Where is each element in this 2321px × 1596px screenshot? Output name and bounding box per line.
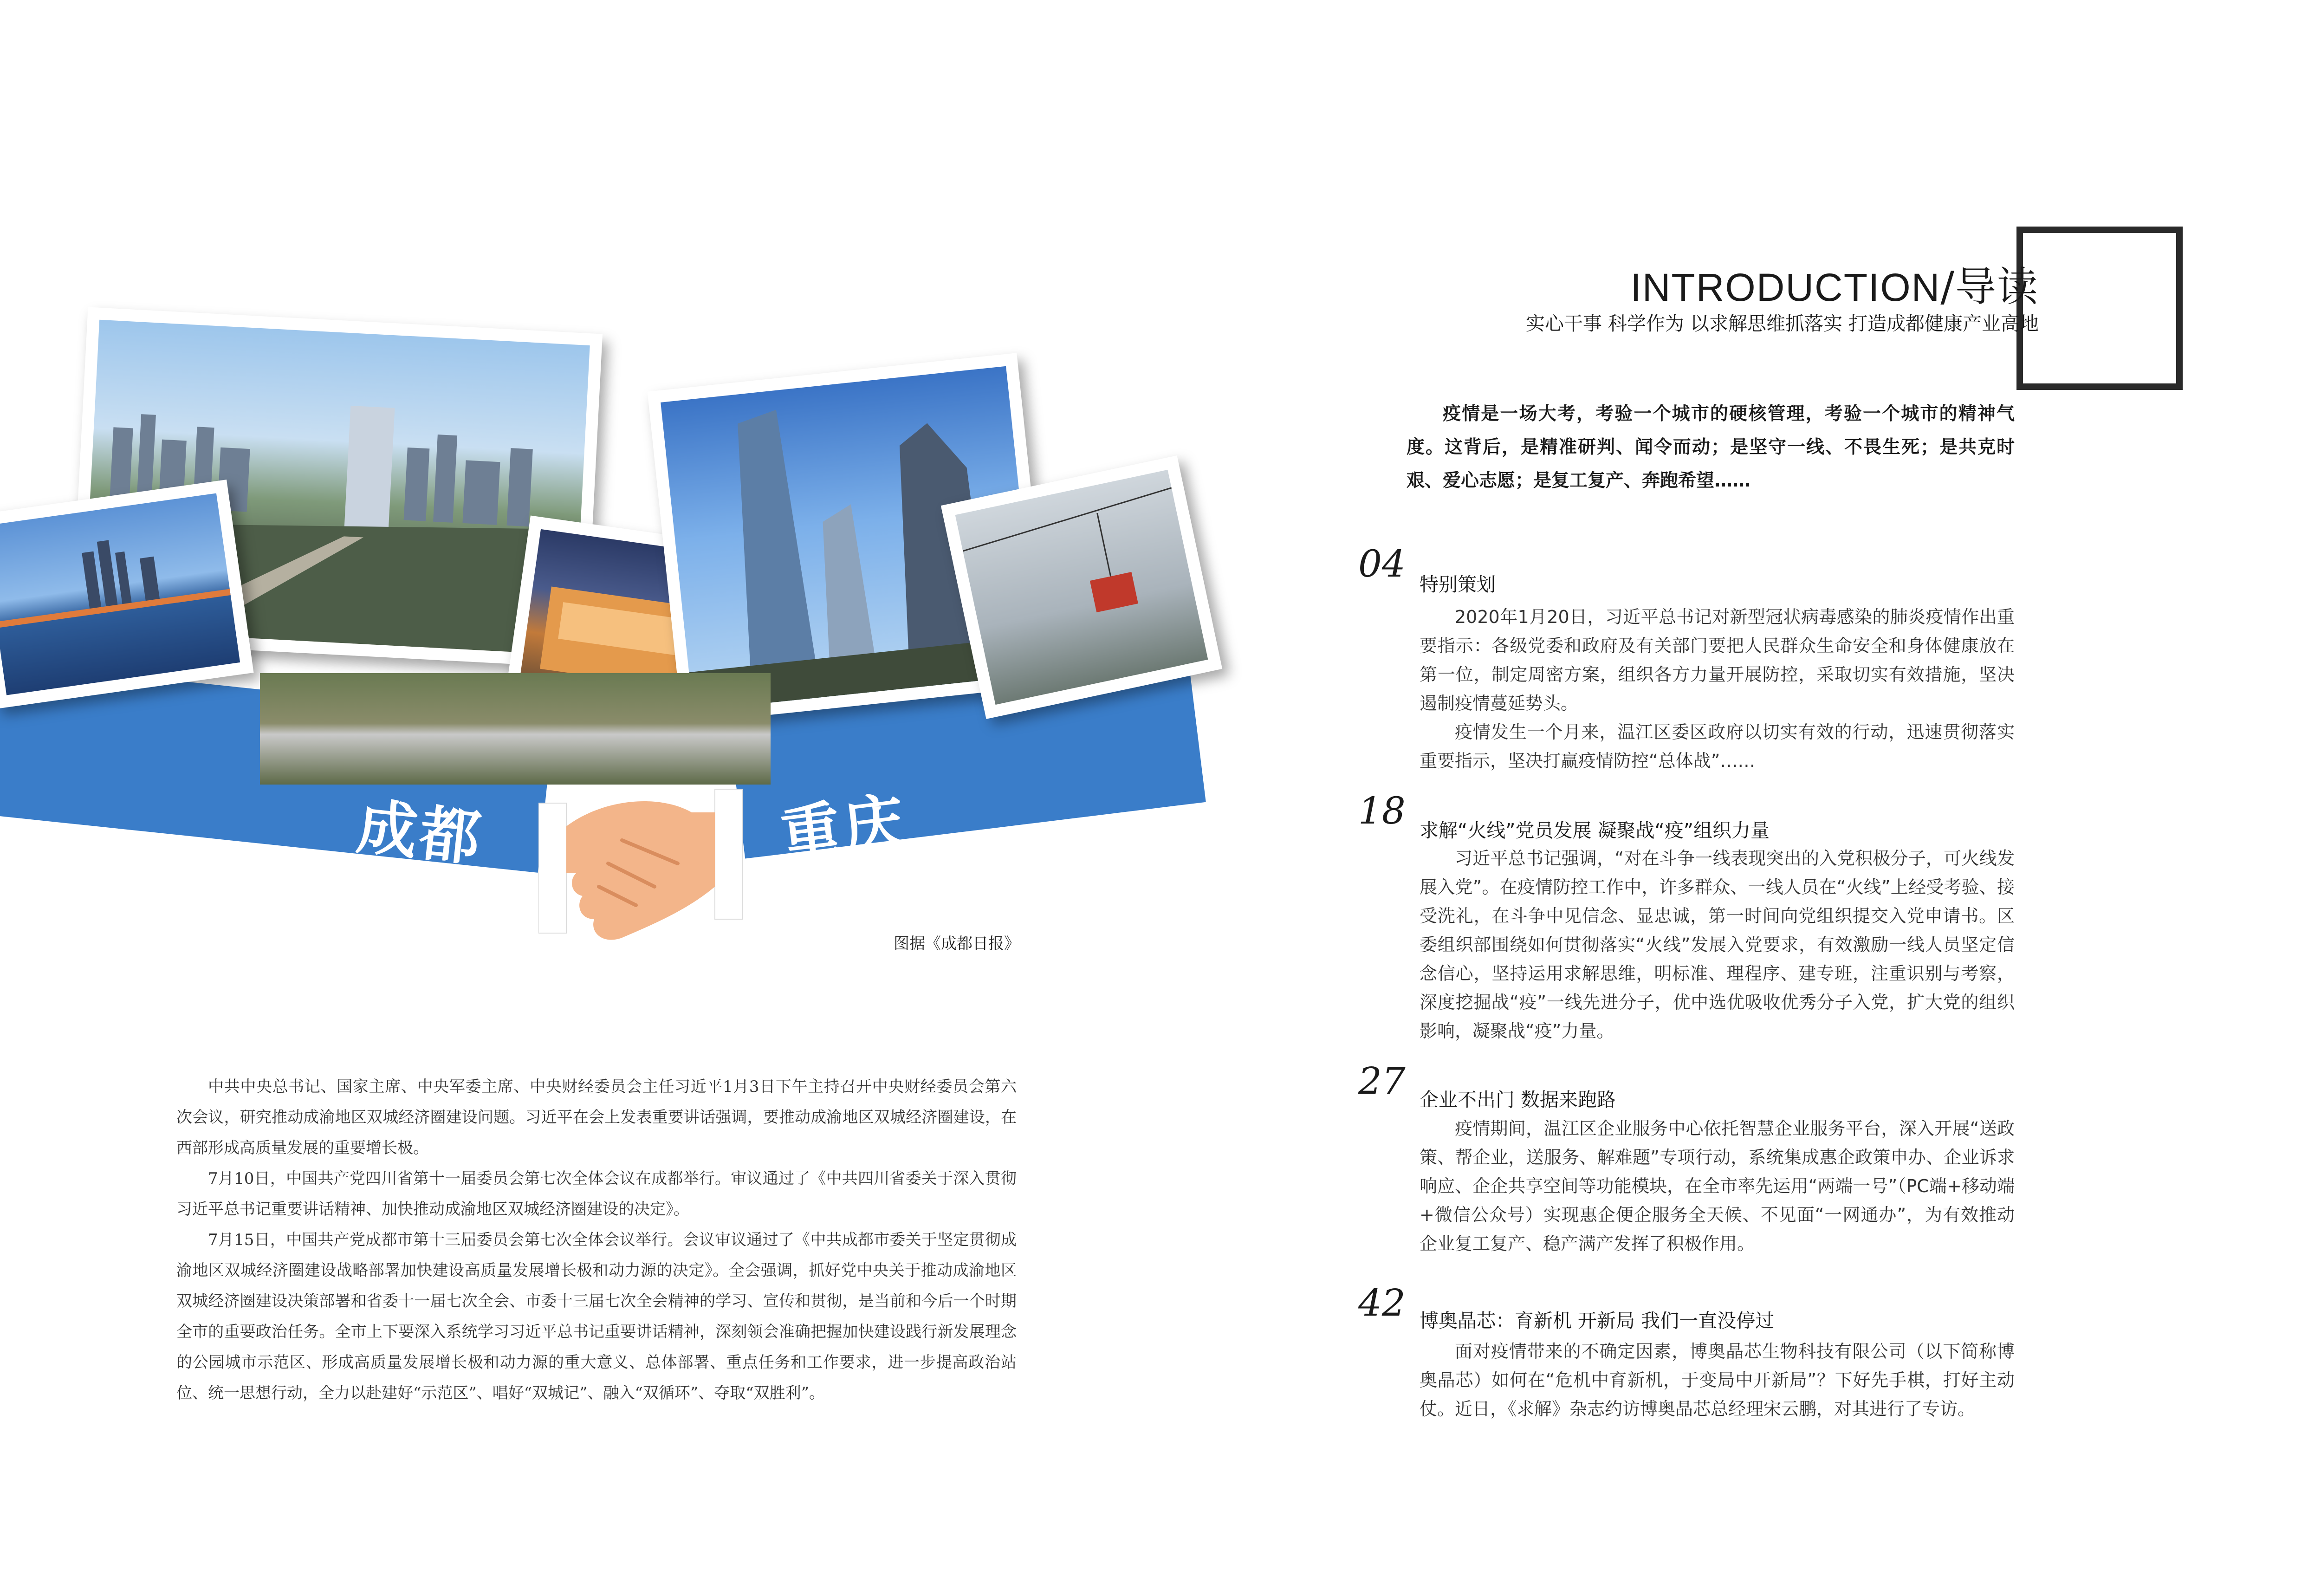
label-chengdu: 成都 — [353, 791, 487, 875]
entry-body — [1420, 1337, 2015, 1423]
intro-title-en: INTRODUCTION — [1630, 266, 1941, 309]
lake-graphic — [0, 493, 240, 695]
entry-paragraph: 面对疫情带来的不确定因素，博奥晶芯生物科技有限公司（以下简称博奥晶芯）如何在“危机中育新机，于变局中开新局”？下好先手棋，打好主动仗。近日，《求解》杂志约访博奥晶芯总经理宋云鹏，对其进行了专访。 — [1420, 1341, 2015, 1419]
handshake-icon — [538, 771, 743, 966]
entry-title[interactable]: 求解“火线”党员发展 凝聚战“疫”组织力量 — [1420, 819, 1770, 842]
photo-caption: 图据《成都日报》 — [894, 934, 1020, 953]
entry-body — [1420, 603, 2015, 775]
left-paragraph-2: 7月10日，中国共产党四川省第十一届委员会第七次全体会议在成都举行。审议通过了《中共四川省委关于深入贯彻习近平总书记重要讲话精神、加快推动成渝地区双城经济圈建设的决定》。 — [176, 1169, 1017, 1219]
entry-paragraph: 疫情发生一个月来，温江区委区政府以切实有效的行动，迅速贯彻落实重要指示，坚决打赢疫情防控“总体战”…… — [1420, 722, 2015, 771]
entry-title[interactable]: 企业不出门 数据来跑路 — [1420, 1089, 1616, 1111]
entry-paragraph: 疫情期间，温江区企业服务中心依托智慧企业服务平台，深入开展“送政策、帮企业，送服务、解难题”专项行动，系统集成惠企政策申办、企业诉求响应、企企共享空间等功能模块，在全市率先运用“两端一号”（PC端+移动端+微信公众号）实现惠企便企服务全天候、不见面“一网通办”，为有效推动企业复工复产、稳产满产发挥了积极作用。 — [1420, 1118, 2015, 1254]
intro-subtitle: 实心干事 科学作为 以求解思维抓落实 打造成都健康产业高地 — [1525, 312, 2039, 335]
entry-paragraph: 2020年1月20日，习近平总书记对新型冠状病毒感染的肺炎疫情作出重要指示：各级党委和政府及有关部门要把人民群众生命安全和身体健康放在第一位，制定周密方案，组织各方力量开展防控，采取切实有效措施，坚决遏制疫情蔓延势头。 — [1420, 607, 2015, 714]
photo-chengdu-lake — [0, 480, 254, 709]
cable-car-graphic — [955, 470, 1208, 705]
entry-number: 27 — [1358, 1059, 1406, 1103]
label-chongqing: 重庆 — [777, 785, 911, 871]
entry-number: 18 — [1358, 789, 1406, 832]
entry-number: 42 — [1358, 1281, 1406, 1324]
left-paragraph-3: 7月15日，中国共产党成都市第十三届委员会第七次全体会议举行。会议审议通过了《中共成都市委关于坚定贯彻成渝地区双城经济圈建设战略部署加快建设高质量发展增长极和动力源的决定》。全会强调，抓好党中央关于推动成渝地区双城经济圈建设决策部署和省委十一届七次全会、市委十三届七次全会精神的学习、宣传和贯彻，是当前和今后一个时期全市的重要政治任务。全市上下要深入系统学习习近平总书记重要讲话精神，深刻领会准确把握加快建设践行新发展理念的公园城市示范区、形成高质量发展增长极和动力源的重大意义、总体部署、重点任务和工作要求，进一步提高政治站位、统一思想行动，全力以赴建好“示范区”、唱好“双城记”、融入“双循环”、夺取“双胜利”。 — [176, 1231, 1017, 1402]
entry-paragraph: 习近平总书记强调，“对在斗争一线表现突出的入党积极分子，可火线发展入党”。在疫情防控工作中，许多群众、一线人员在“火线”上经受考验、接受洗礼，在斗争中见信念、显忠诚，第一时间向党组织提交入党申请书。区委组织部围绕如何贯彻落实“火线”发展入党要求，有效激励一线人员坚定信念信心，坚持运用求解思维，明标准、理程序、建专班，注重识别与考察，深度挖掘战“疫”一线先进分子，优中选优吸收优秀分子入党，扩大党的组织影响，凝聚战“疫”力量。 — [1420, 848, 2015, 1041]
train-strip — [260, 673, 771, 785]
entry-number: 04 — [1358, 542, 1406, 585]
intro-lead — [1407, 397, 2015, 498]
entry-title[interactable]: 特别策划 — [1420, 573, 1496, 596]
entry-body — [1420, 1114, 2015, 1258]
intro-lead-text: 疫情是一场大考，考验一个城市的硬核管理，考验一个城市的精神气度。这背后，是精准研判、闻令而动；是坚守一线、不畏生死；是共克时艰、爱心志愿；是复工复产、奔跑希望…… — [1407, 403, 2015, 491]
left-article — [176, 1071, 1017, 1408]
intro-frame — [2016, 227, 2183, 390]
left-paragraph-1: 中共中央总书记、国家主席、中央军委主席、中央财经委员会主任习近平1月3日下午主持召开中央财经委员会第六次会议，研究推动成渝地区双城经济圈建设问题。习近平在会上发表重要讲话强调，要推动成渝地区双城经济圈建设，在西部形成高质量发展的重要增长极。 — [176, 1077, 1017, 1157]
intro-title-cn: /导读 — [1940, 263, 2039, 311]
entry-body — [1420, 844, 2015, 1045]
intro-title — [1630, 254, 2039, 313]
entry-title[interactable]: 博奥晶芯：育新机 开新局 我们一直没停过 — [1420, 1310, 1775, 1332]
illustration — [0, 279, 1188, 975]
